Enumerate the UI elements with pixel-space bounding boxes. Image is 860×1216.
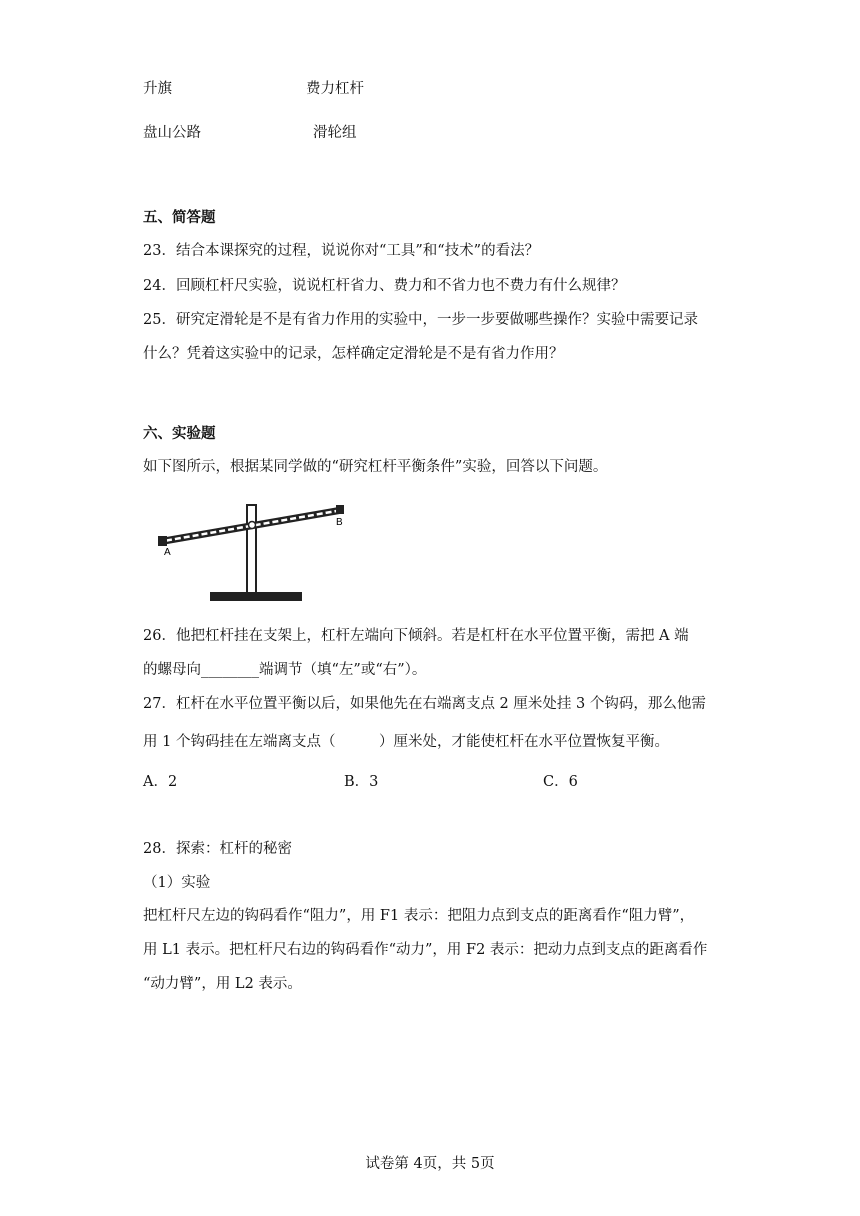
section-6-heading: 六、实验题: [143, 425, 216, 442]
question-25-line-1: 25．研究定滑轮是不是有省力作用的实验中，一步一步要做哪些操作？实验中需要记录: [143, 312, 698, 328]
question-26-line-1: 26．他把杠杆挂在支架上，杠杆左端向下倾斜。若是杠杆在水平位置平衡，需把 A 端: [143, 628, 689, 644]
question-28-title: 28．探索：杠杆的秘密: [143, 841, 292, 857]
label-b: B: [336, 517, 343, 528]
experiment-intro: 如下图所示，根据某同学做的“研究杠杆平衡条件”实验，回答以下问题。: [143, 459, 608, 475]
match-right-1: 费力杠杆: [306, 81, 364, 97]
section-5-heading: 五、简答题: [143, 209, 216, 226]
pivot-point: [249, 522, 256, 529]
option-a: A．2: [143, 774, 178, 790]
option-b: B．3: [344, 774, 379, 790]
stand-pole: [247, 505, 256, 593]
question-24: 24．回顾杠杆尺实验，说说杠杆省力、费力和不省力也不费力有什么规律？: [143, 278, 626, 294]
page-footer: 试卷第 4页，共 5页: [365, 1156, 495, 1172]
question-27-line-1: 27．杠杆在水平位置平衡以后，如果他先在右端离支点 2 厘米处挂 3 个钩码，那么他需: [143, 696, 706, 712]
question-27-line-2: 用 1 个钩码挂在左端离支点（ ）厘米处，才能使杠杆在水平位置恢复平衡。: [143, 734, 669, 750]
question-26-line-2: 的螺母向________端调节（填“左”或“右”）。: [143, 662, 427, 678]
question-28-paragraph-3: “动力臂”，用 L2 表示。: [143, 976, 302, 992]
nut-a: [158, 536, 167, 546]
question-28-paragraph-2: 用 L1 表示。把杠杆尺右边的钩码看作“动力”，用 F2 表示：把动力点到支点的距离看作: [143, 942, 708, 958]
match-right-2: 滑轮组: [313, 125, 357, 141]
question-25-line-2: 什么？凭着这实验中的记录，怎样确定定滑轮是不是有省力作用？: [143, 346, 564, 362]
question-28-paragraph-1: 把杠杆尺左边的钩码看作“阻力”，用 F1 表示：把阻力点到支点的距离看作“阻力臂”，: [143, 908, 695, 924]
match-left-1: 升旗: [143, 81, 172, 97]
question-28-subtitle: （1）实验: [143, 875, 211, 891]
option-c: C．6: [543, 774, 578, 790]
label-a: A: [164, 547, 171, 558]
nut-b: [336, 505, 344, 514]
question-23: 23．结合本课探究的过程，说说你对“工具”和“技术”的看法？: [143, 243, 540, 259]
lever-stand-figure: [150, 497, 360, 605]
match-left-2: 盘山公路: [143, 125, 201, 141]
